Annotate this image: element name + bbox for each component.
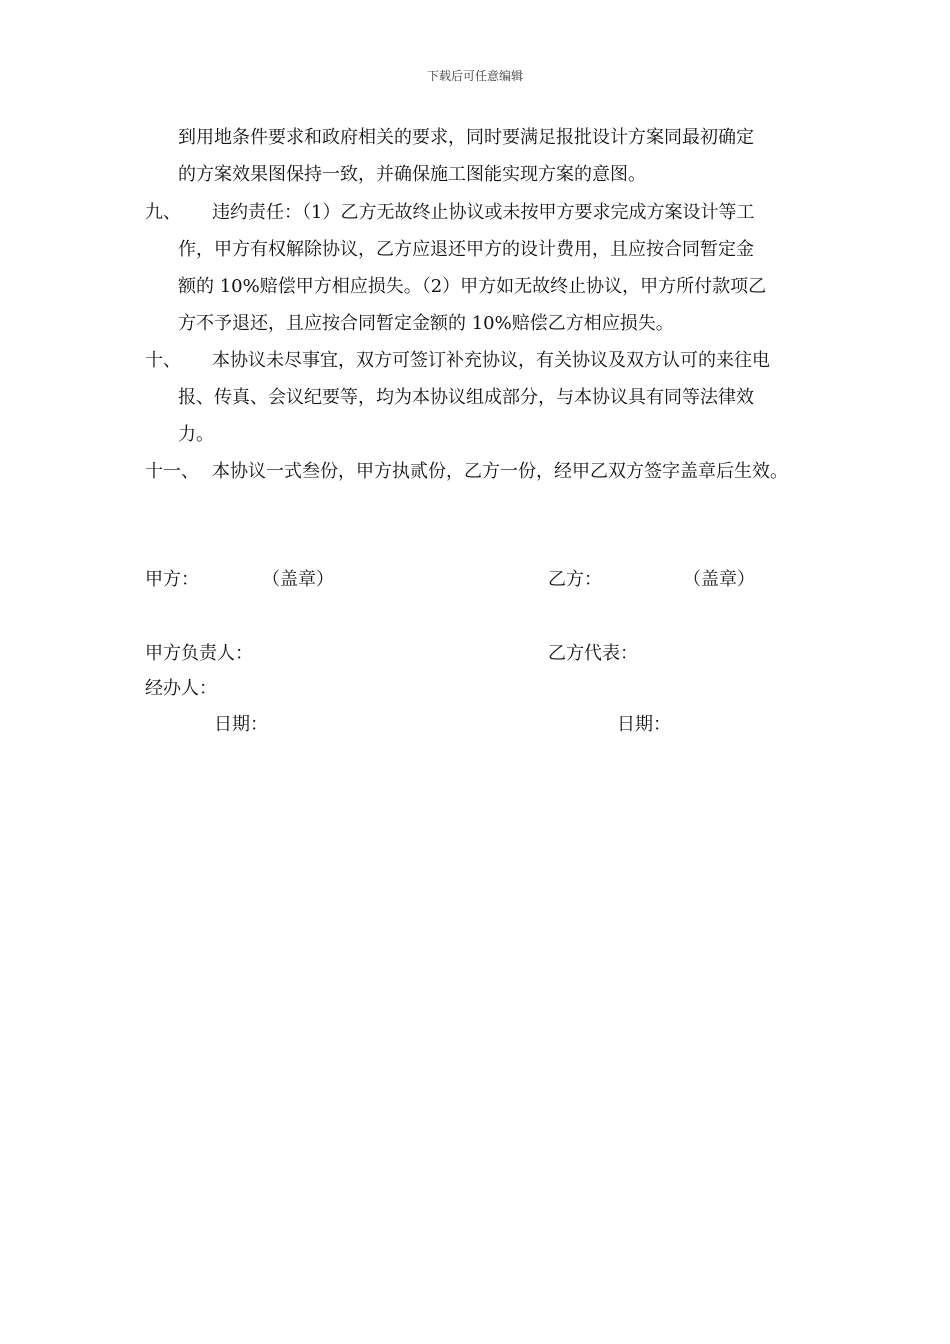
clause-9-line-2: 作，甲方有权解除协议，乙方应退还甲方的设计费用，且应按合同暂定金 bbox=[178, 239, 754, 260]
clause-10-line-3: 力。 bbox=[178, 424, 214, 445]
clause-10-line-1: 本协议未尽事宜，双方可签订补充协议，有关协议及双方认可的来往电 bbox=[212, 350, 770, 371]
party-b-rep-label: 乙方代表： bbox=[548, 643, 638, 664]
intro-line-1: 到用地条件要求和政府相关的要求，同时要满足报批设计方案同最初确定 bbox=[178, 127, 754, 148]
clause-10-number: 十、 bbox=[145, 350, 181, 371]
clause-9-line-4: 方不予退还，且应按合同暂定金额的 10%赔偿乙方相应损失。 bbox=[178, 313, 674, 334]
clause-10-line-2: 报、传真、会议纪要等，均为本协议组成部分，与本协议具有同等法律效 bbox=[178, 387, 754, 408]
clause-9-line-3: 额的 10%赔偿甲方相应损失。（2）甲方如无故终止协议，甲方所付款项乙 bbox=[178, 276, 767, 297]
party-b-seal: （盖章） bbox=[683, 569, 755, 590]
page-header: 下载后可任意编辑 bbox=[426, 69, 523, 83]
party-a-seal: （盖章） bbox=[262, 569, 334, 590]
clause-11-line-1: 本协议一式叁份，甲方执贰份，乙方一份，经甲乙双方签字盖章后生效。 bbox=[212, 461, 788, 482]
party-b-label: 乙方： bbox=[548, 569, 602, 590]
party-a-head-label: 甲方负责人： bbox=[145, 643, 253, 664]
handler-label: 经办人： bbox=[145, 678, 217, 699]
clause-9-number: 九、 bbox=[145, 202, 181, 223]
party-b-date-label: 日期： bbox=[617, 714, 671, 735]
intro-line-2: 的方案效果图保持一致，并确保施工图能实现方案的意图。 bbox=[178, 164, 646, 185]
clause-9-line-1: 违约责任：（1）乙方无故终止协议或未按甲方要求完成方案设计等工 bbox=[212, 202, 755, 223]
party-a-date-label: 日期： bbox=[214, 714, 268, 735]
clause-11-number: 十一、 bbox=[145, 461, 199, 482]
party-a-label: 甲方： bbox=[145, 569, 199, 590]
